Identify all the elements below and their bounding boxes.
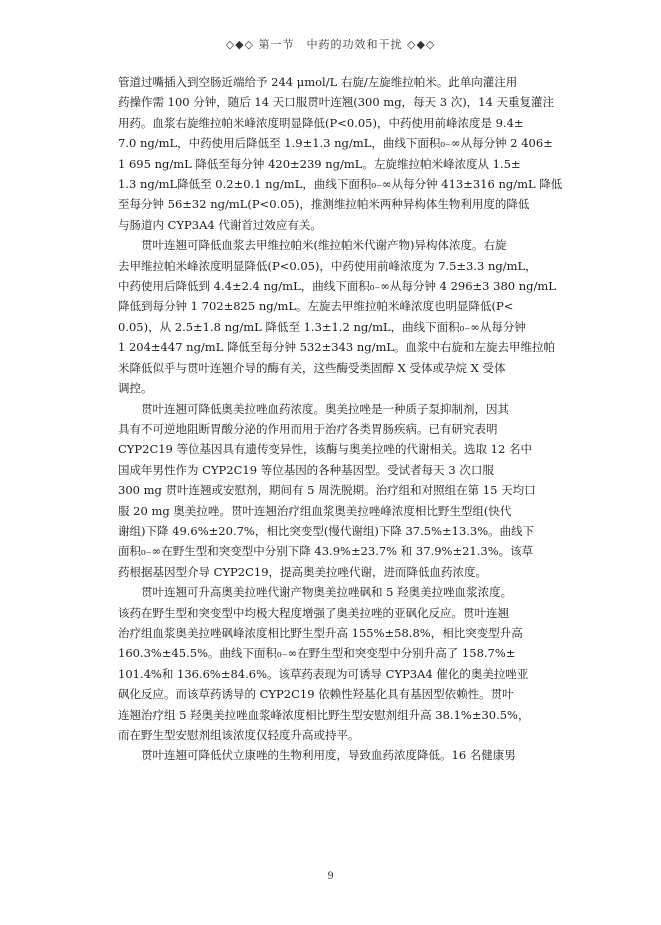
text-line: 谢组)下降 49.6%±20.7%，相比突变型(慢代谢组)下降 37.5%±13.3%。曲线下 (118, 523, 535, 538)
text-line: 1 695 ng/mL 降低至每分钟 420±239 ng/mL。左旋维拉帕米峰浓度从 1.5± (118, 156, 521, 171)
body-text (118, 72, 576, 766)
text-line: 该药在野生型和突变型中均极大程度增强了奥美拉唑的亚砜化反应。贯叶连翘 (118, 605, 509, 620)
text-line: 国成年男性作为 CYP2C19 等位基因的各种基因型。受试者每天 3 次口服 (118, 462, 494, 477)
text-line: 0.05)，从 2.5±1.8 ng/mL 降低至 1.3±1.2 ng/mL，曲线下面积₀₋∞从每分钟 (118, 319, 526, 334)
text-line: 贯叶连翘可降低血浆去甲维拉帕米(维拉帕米代谢产物)异构体浓度。右旋 (118, 238, 507, 253)
text-line: 调控。 (118, 381, 153, 396)
text-line: 300 mg 贯叶连翘或安慰剂，期间有 5 周洗脱期。治疗组和对照组在第 15 天均口 (118, 483, 536, 498)
text-line: 101.4%和 136.6%±84.6%。该草药表现为可诱导 CYP3A4 催化的奥美拉唑亚 (118, 666, 529, 681)
text-line: 连翘治疗组 5 羟奥美拉唑血浆峰浓度相比野生型安慰剂组升高 38.1%±30.5%， (118, 707, 530, 722)
text-line: 贯叶连翘可降低伏立康唑的生物利用度，导致血药浓度降低。16 名健康男 (118, 748, 516, 763)
text-line: 贯叶连翘可降低奥美拉唑血药浓度。奥美拉唑是一种质子泵抑制剂，因其 (118, 401, 509, 416)
text-line: 药根据基因型介导 CYP2C19，提高奥美拉唑代谢，进而降低血药浓度。 (118, 564, 488, 579)
text-line: 1 204±447 ng/mL 降低至每分钟 532±343 ng/mL。血浆中右旋和左旋去甲维拉帕 (118, 340, 556, 355)
text-line: 砜化反应。而该草药诱导的 CYP2C19 依赖性羟基化具有基因型依赖性。贯叶 (118, 687, 514, 702)
text-line: 去甲维拉帕米峰浓度明显降低(P<0.05)，中药使用前峰浓度为 7.5±3.3 ng/mL， (118, 258, 537, 273)
text-line: CYP2C19 等位基因具有遗传变异性，该酶与奥美拉唑的代谢相关。选取 12 名中 (118, 442, 532, 457)
page-number: 9 (327, 871, 334, 882)
text-line: 而在野生型安慰剂组该浓度仅轻度升高或持平。 (118, 728, 360, 742)
text-line: 1.3 ng/mL降低至 0.2±0.1 ng/mL，曲线下面积₀₋∞从每分钟 413±316 ng/mL 降低 (118, 177, 563, 192)
text-line: 160.3%±45.5%。曲线下面积₀₋∞在野生型和突变型中分别升高了 158.7%± (118, 646, 516, 661)
text-line: 服 20 mg 奥美拉唑。贯叶连翘治疗组血浆奥美拉唑峰浓度相比野生型组(快代 (118, 503, 512, 518)
text-line: 用药。血浆右旋维拉帕米峰浓度明显降低(P<0.05)，中药使用前峰浓度是 9.4± (118, 115, 524, 130)
text-line: 药操作需 100 分钟，随后 14 天口服贯叶连翘(300 mg，每天 3 次)，14 天重复灌注 (118, 95, 554, 110)
text-line: 治疗组血浆奥美拉唑砜峰浓度相比野生型升高 155%±58.8%，相比突变型升高 (118, 625, 523, 640)
text-line: 面积₀₋∞在野生型和突变型中分别下降 43.9%±23.7% 和 37.9%±21.3%。该草 (118, 544, 534, 559)
text-line: 管道过嘴插入到空肠近端给予 244 μmol/L 右旋/左旋维拉帕米。此单向灌注用 (118, 75, 518, 89)
text-line: 中药使用后降低到 4.4±2.4 ng/mL，曲线下面积₀₋∞从每分钟 4 296±3 380 ng/mL (118, 279, 556, 294)
running-header: ◇◆◇ 第一节 中药的功效和干扰 ◇◆◇ (225, 38, 436, 51)
text-line: 至每分钟 56±32 ng/mL(P<0.05)，推测维拉帕米两种异构体生物利用度的降低 (118, 197, 530, 212)
text-line: 7.0 ng/mL，中药使用后降低至 1.9±1.3 ng/mL，曲线下面积₀₋∞从每分钟 2 406± (118, 136, 553, 151)
text-line: 米降低似乎与贯叶连翘介导的酶有关，这些酶受类固醇 X 受体或孕烷 X 受体 (118, 360, 506, 375)
text-line: 与肠道内 CYP3A4 代谢首过效应有关。 (118, 217, 322, 232)
text-line: 降低到每分钟 1 702±825 ng/mL。左旋去甲维拉帕米峰浓度也明显降低(P< (118, 299, 514, 314)
text-line: 具有不可逆地阻断胃酸分泌的作用而用于治疗各类胃肠疾病。已有研究表明 (118, 421, 498, 436)
text-line: 贯叶连翘可升高奥美拉唑代谢产物奥美拉唑砜和 5 羟奥美拉唑血浆浓度。 (118, 585, 513, 600)
